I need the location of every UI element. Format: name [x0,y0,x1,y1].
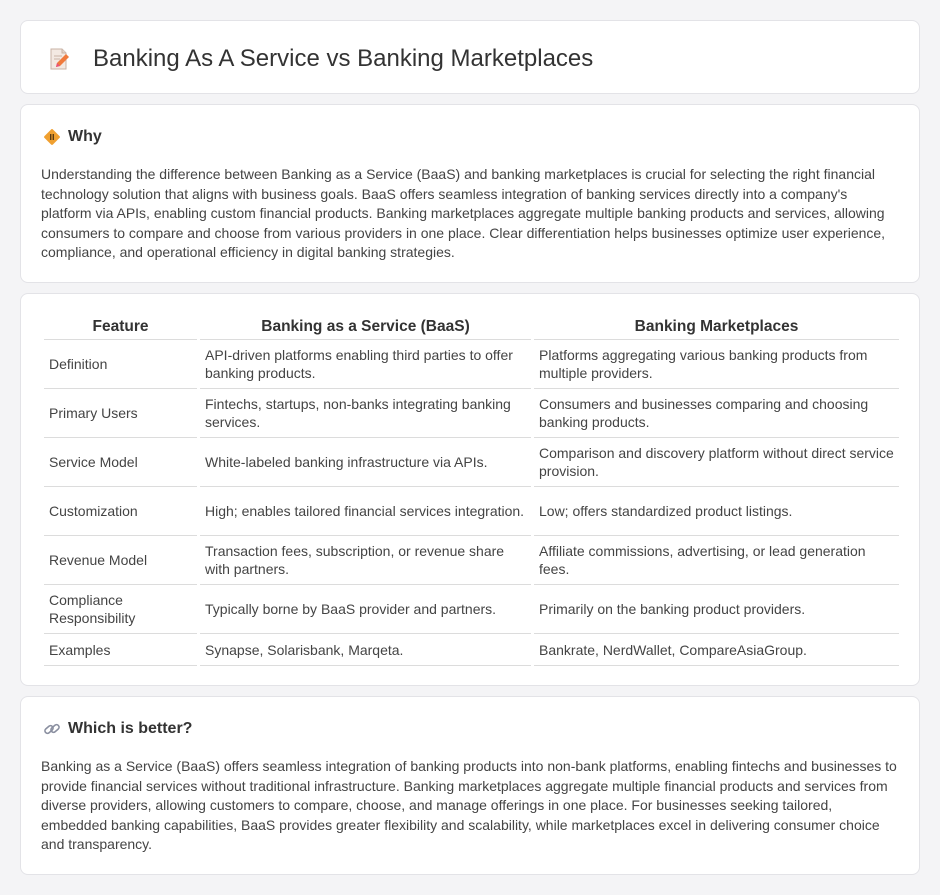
baas-cell: API-driven platforms enabling third parties to offer banking products. [200,340,531,389]
comparison-table-card [20,293,920,686]
column-header-baas: Banking as a Service (BaaS) [200,315,531,340]
baas-cell: Transaction fees, subscription, or revenue share with partners. [200,536,531,585]
baas-cell: Typically borne by BaaS provider and partners. [200,585,531,634]
table-row [44,585,899,634]
feature-cell: Customization [44,487,197,536]
header-card [20,20,920,94]
feature-cell: Primary Users [44,389,197,438]
diamond-sign-icon [43,128,61,146]
table-row [44,536,899,585]
better-heading-row [43,719,192,739]
why-text: Understanding the difference between Banking as a Service (BaaS) and banking marketplaces is crucial for selecting the right financial technology solution that aligns with business goals. BaaS offers seamless integration of banking services directly into a company's platform via APIs, enabling custom financial products. Banking marketplaces aggregate multiple banking products and services, allowing consumers to compare and choose from various providers in one place. Clear differentiation helps businesses optimize user experience, compliance, and operational efficiency in digital banking strategies. [41,166,886,260]
column-header-marketplaces: Banking Marketplaces [534,315,899,340]
baas-cell: White-labeled banking infrastructure via APIs. [200,438,531,487]
comparison-table [41,315,902,666]
marketplaces-cell: Affiliate commissions, advertising, or lead generation fees. [534,536,899,585]
column-header-feature: Feature [44,315,197,340]
marketplaces-cell: Primarily on the banking product providers. [534,585,899,634]
link-icon [43,720,61,738]
feature-cell: Revenue Model [44,536,197,585]
table-row [44,438,899,487]
table-row [44,487,899,536]
marketplaces-cell: Low; offers standardized product listings. [534,487,899,536]
table-row [44,389,899,438]
better-text: Banking as a Service (BaaS) offers seamless integration of banking products into non-bank platforms, enabling fintechs and businesses to provide financial services without traditional infrastructure. Banking marketplaces aggregate multiple financial products and services from diverse providers, allowing customers to compare, choose, and manage offerings in one place. For businesses seeking tailored, embedded banking capabilities, BaaS provides greater flexibility and scalability, while marketplaces excel in delivering consumer choice and transparency. [41,758,897,852]
feature-cell: Definition [44,340,197,389]
page-title: Banking As A Service vs Banking Marketplaces [93,45,594,72]
feature-cell: Service Model [44,438,197,487]
why-section [20,104,920,283]
which-is-better-section [20,696,920,875]
baas-cell: Fintechs, startups, non-banks integrating banking services. [200,389,531,438]
marketplaces-cell: Bankrate, NerdWallet, CompareAsiaGroup. [534,634,899,666]
baas-cell: High; enables tailored financial services integration. [200,487,531,536]
document-pencil-icon [47,47,71,71]
table-row [44,634,899,666]
marketplaces-cell: Comparison and discovery platform without direct service provision. [534,438,899,487]
feature-cell: Examples [44,634,197,666]
marketplaces-cell: Consumers and businesses comparing and choosing banking products. [534,389,899,438]
marketplaces-cell: Platforms aggregating various banking products from multiple providers. [534,340,899,389]
table-header-row [44,315,899,340]
feature-cell: Compliance Responsibility [44,585,197,634]
why-heading-row [43,127,102,147]
table-row [44,340,899,389]
baas-cell: Synapse, Solarisbank, Marqeta. [200,634,531,666]
better-heading: Which is better? [68,720,193,737]
why-heading: Why [68,128,102,145]
